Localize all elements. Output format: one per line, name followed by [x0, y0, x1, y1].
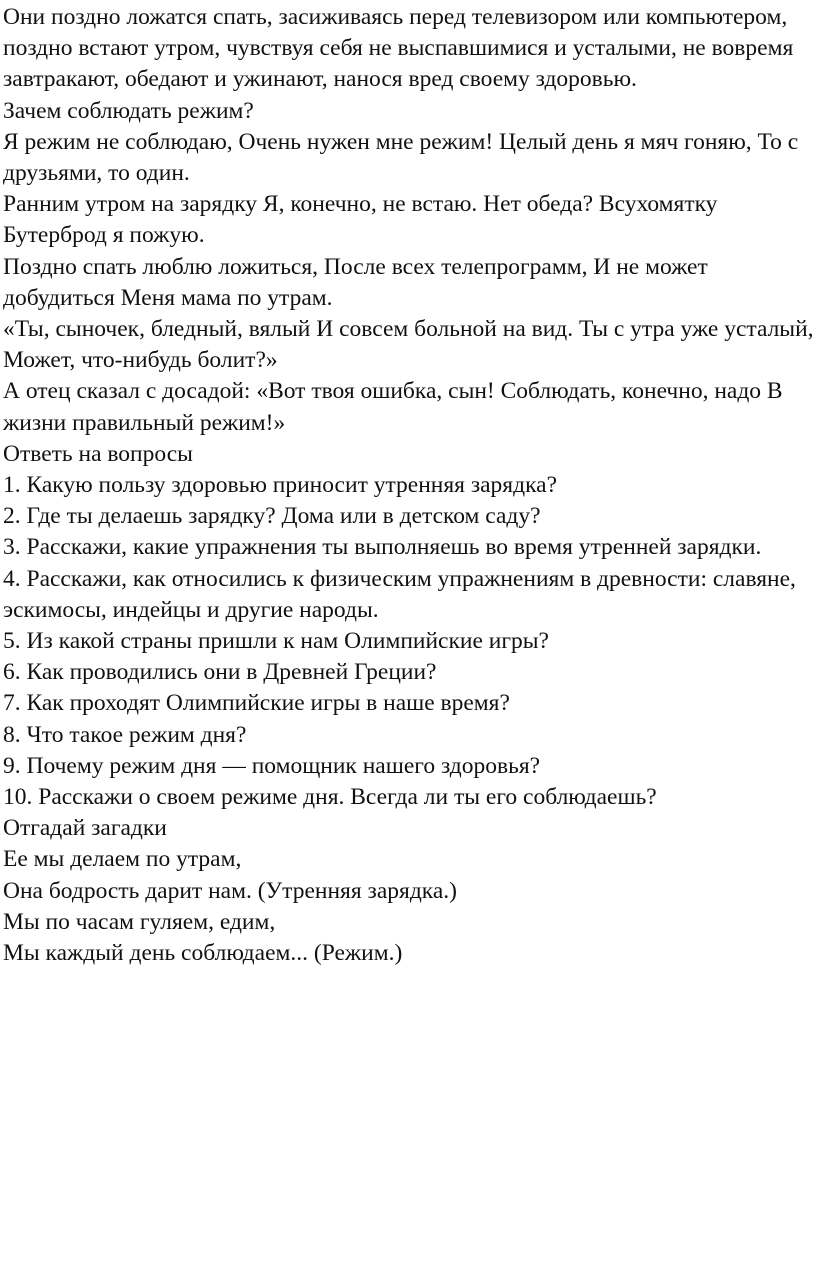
section-heading-questions: Ответь на вопросы: [3, 440, 193, 467]
poem-stanza-5: А отец сказал с досадой: «Вот твоя ошибка, сын! Соблюдать, конечно, надо В жизни правильный режим!»: [3, 378, 783, 436]
question-9: 9. Почему режим дня — помощник нашего здоровья?: [3, 752, 541, 779]
question-7: 7. Как проходят Олимпийские игры в наше время?: [3, 690, 510, 717]
poem-stanza-3: Поздно спать люблю ложиться, После всех телепрограмм, И не может добудиться Меня мама по утрам.: [3, 253, 708, 311]
poem-stanza-1: Я режим не соблюдаю, Очень нужен мне режим! Целый день я мяч гоняю, То с друзьями, то один.: [3, 128, 799, 187]
question-5: 5. Из какой страны пришли к нам Олимпийские игры?: [3, 628, 549, 655]
poem-stanza-2: Ранним утром на зарядку Я, конечно, не встаю. Нет обеда? Всухомятку Бутерброд я пожую.: [3, 191, 718, 249]
question-10: 10. Расскажи о своем режиме дня. Всегда ли ты его соблюдаешь?: [3, 784, 657, 811]
riddle-1-line-1: Ее мы делаем по утрам,: [3, 846, 242, 873]
poem-stanza-4: «Ты, сыночек, бледный, вялый И совсем больной на вид. Ты с утра уже усталый, Может, что-нибудь болит?»: [3, 316, 814, 374]
question-6: 6. Как проводились они в Древней Греции?: [3, 659, 437, 686]
section-heading-riddles: Отгадай загадки: [3, 815, 167, 842]
riddle-1-line-2: Она бодрость дарит нам. (Утренняя зарядка.): [3, 877, 457, 904]
question-1: 1. Какую пользу здоровью приносит утренняя зарядка?: [3, 472, 557, 499]
section-heading-regime: Зачем соблюдать режим?: [3, 97, 254, 124]
question-4: 4. Расскажи, как относились к физическим упражнениям в древности: славяне, эскимосы, индейцы и другие народы.: [3, 565, 796, 623]
question-3: 3. Расскажи, какие упражнения ты выполняешь во время утренней зарядки.: [3, 534, 762, 561]
intro-paragraph: Они поздно ложатся спать, засиживаясь перед телевизором или компьютером, поздно встают утром, чувствуя себя не выспавшимися и усталыми, не вовремя завтракают, обедают и ужинают, нанося вред своему здоровью.: [3, 4, 794, 93]
riddle-2-line-2: Мы каждый день соблюдаем... (Режим.): [3, 940, 403, 967]
question-2: 2. Где ты делаешь зарядку? Дома или в детском саду?: [3, 503, 541, 530]
question-8: 8. Что такое режим дня?: [3, 721, 247, 748]
riddle-2-line-1: Мы по часам гуляем, едим,: [3, 908, 276, 935]
